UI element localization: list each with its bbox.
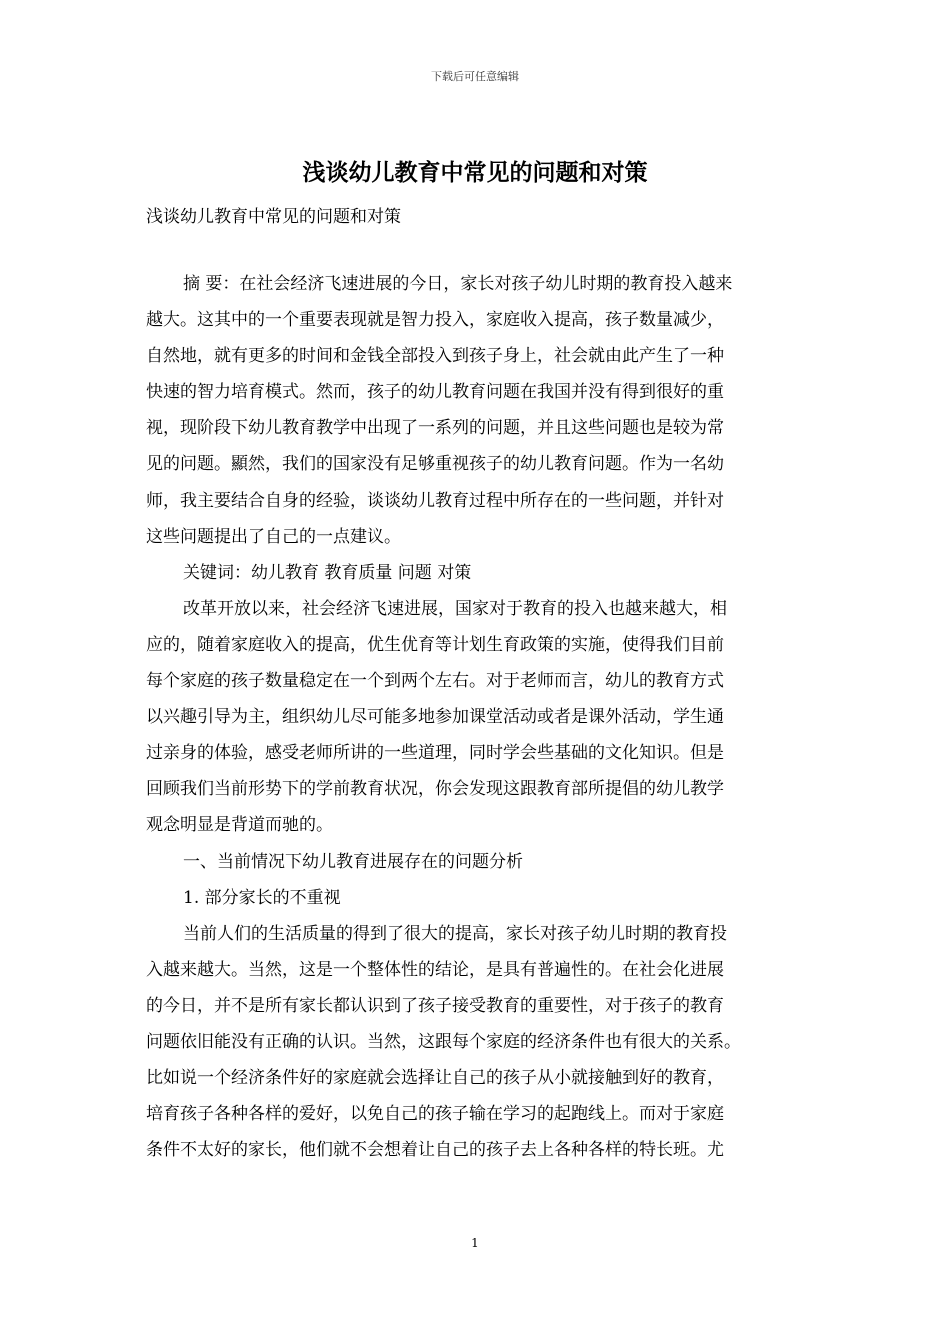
- abstract-line: 师，我主要结合自身的经验，谈谈幼儿教育过程中所存在的一些问题，并针对: [146, 490, 724, 511]
- abstract-line: 视，现阶段下幼儿教育教学中出现了一系列的问题，并且这些问题也是较为常: [146, 418, 724, 439]
- paragraph-line: 当前人们的生活质量的得到了很大的提高，家长对孩子幼儿时期的教育投: [183, 923, 727, 944]
- abstract-line: 见的问题。顯然，我们的国家没有足够重视孩子的幼儿教育问题。作为一名幼: [146, 454, 724, 475]
- paragraph-line: 的今日，并不是所有家长都认识到了孩子接受教育的重要性，对于孩子的教育: [146, 995, 724, 1016]
- header-note: 下载后可任意编辑: [431, 70, 519, 83]
- subsection-heading: 1. 部分家长的不重视: [183, 887, 341, 908]
- abstract-line: 这些问题提出了自己的一点建议。: [146, 526, 401, 547]
- paragraph-line: 回顾我们当前形势下的学前教育状况，你会发现这跟教育部所提倡的幼儿教学: [146, 779, 724, 800]
- abstract-line: 快速的智力培育模式。然而，孩子的幼儿教育问题在我国并没有得到很好的重: [146, 382, 724, 403]
- paragraph-line: 应的，随着家庭收入的提高，优生优育等计划生育政策的实施，使得我们目前: [146, 634, 724, 655]
- document-body: [146, 266, 826, 1168]
- paragraph-line: 观念明显是背道而驰的。: [146, 815, 333, 836]
- paragraph-line: 培育孩子各种各样的爱好，以免自己的孩子输在学习的起跑线上。而对于家庭: [146, 1104, 724, 1125]
- paragraph-line: 问题依旧能没有正确的认识。当然，这跟每个家庭的经济条件也有很大的关系。: [146, 1031, 741, 1052]
- paragraph-line: 入越来越大。当然，这是一个整体性的结论，是具有普遍性的。在社会化进展: [146, 959, 724, 980]
- paragraph-line: 比如说一个经济条件好的家庭就会选择让自己的孩子从小就接触到好的教育，: [146, 1068, 724, 1089]
- keywords-line: 关键词：幼儿教育 教育质量 问题 对策: [183, 562, 472, 583]
- paragraph-line: 每个家庭的孩子数量稳定在一个到两个左右。对于老师而言，幼儿的教育方式: [146, 671, 724, 692]
- paragraph-line: 改革开放以来，社会经济飞速进展，国家对于教育的投入也越来越大，相: [183, 598, 727, 619]
- paragraph-line: 条件不太好的家长，他们就不会想着让自己的孩子去上各种各样的特长班。尤: [146, 1140, 724, 1161]
- abstract-line: 自然地，就有更多的时间和金钱全部投入到孩子身上，社会就由此产生了一种: [146, 346, 724, 367]
- document-title: 浅谈幼儿教育中常见的问题和对策: [302, 159, 648, 186]
- document-subtitle: 浅谈幼儿教育中常见的问题和对策: [146, 207, 401, 227]
- abstract-line: 摘 要：在社会经济飞速进展的今日，家长对孩子幼儿时期的教育投入越来: [183, 274, 733, 294]
- paragraph-line: 以兴趣引导为主，组织幼儿尽可能多地参加课堂活动或者是课外活动，学生通: [146, 707, 724, 728]
- section-heading: 一、当前情况下幼儿教育进展存在的问题分析: [183, 851, 523, 872]
- abstract-line: 越大。这其中的一个重要表现就是智力投入，家庭收入提高，孩子数量减少，: [146, 310, 724, 331]
- page-number: 1: [471, 1236, 479, 1250]
- paragraph-line: 过亲身的体验，感受老师所讲的一些道理，同时学会些基础的文化知识。但是: [146, 743, 724, 764]
